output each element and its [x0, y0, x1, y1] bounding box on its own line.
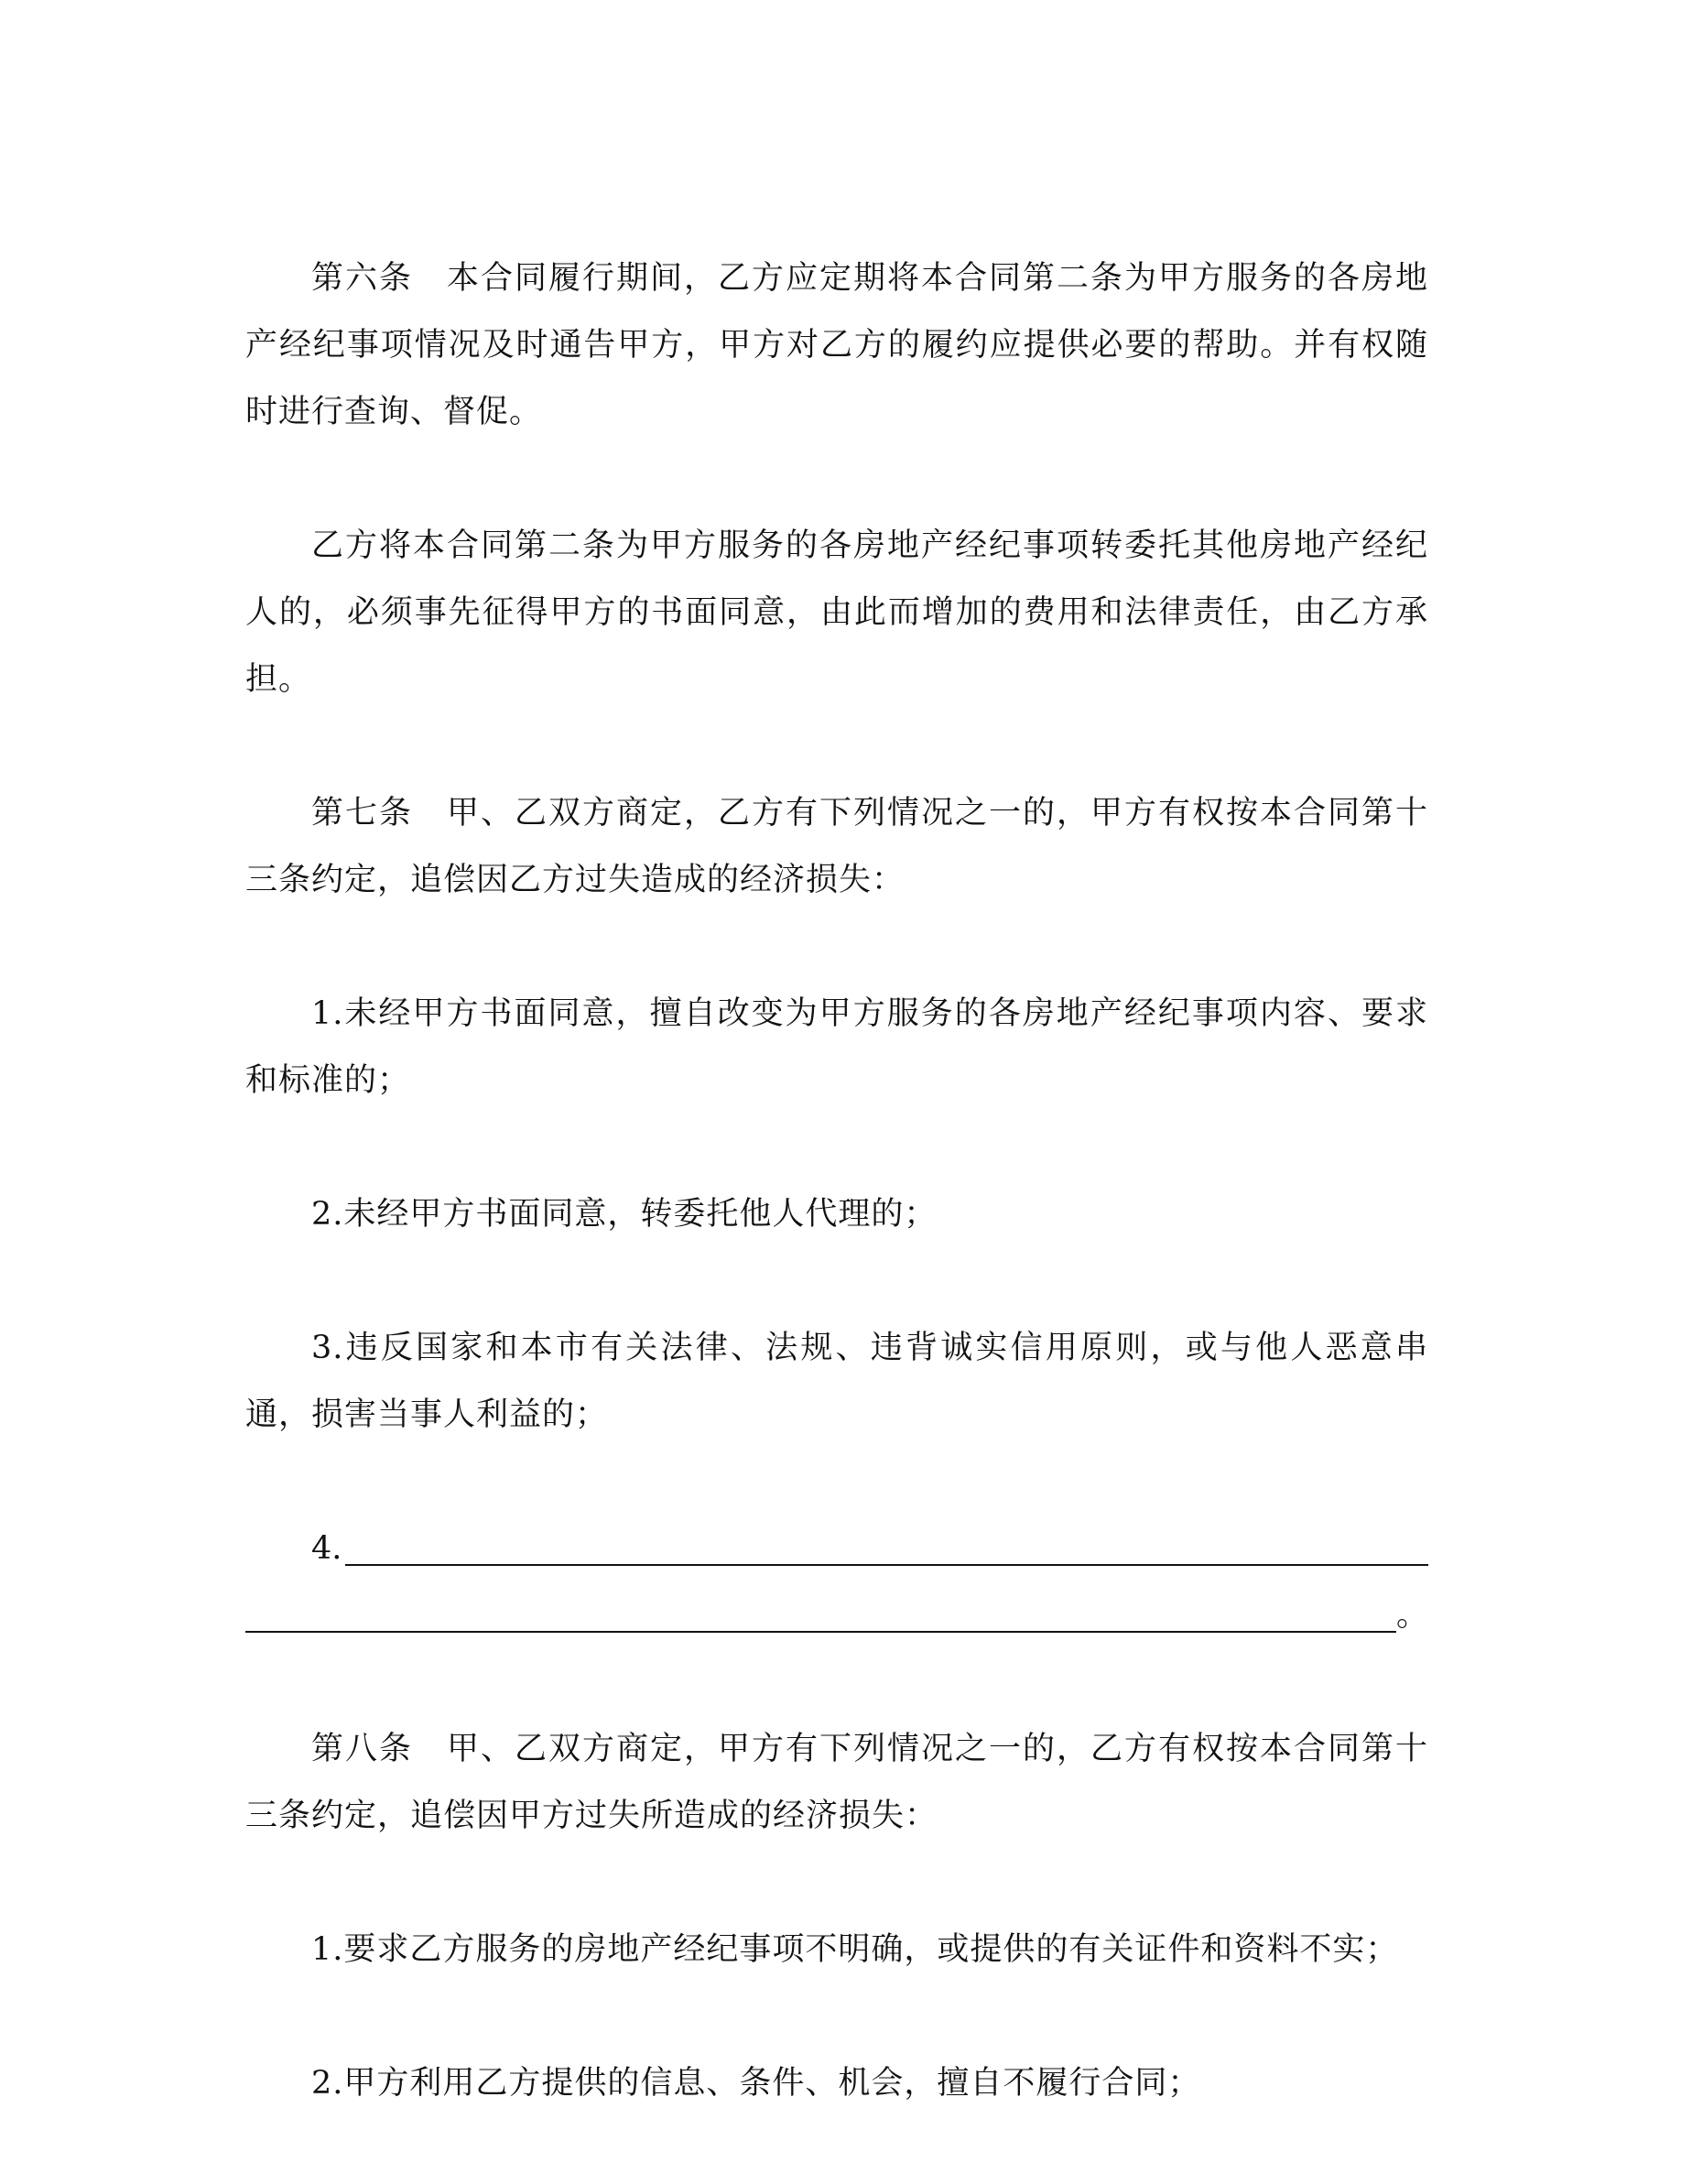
- subcontract-paragraph: 乙方将本合同第二条为甲方服务的各房地产经纪事项转委托其他房地产经纪人的，必须事先征得甲方的书面同意，由此而增加的费用和法律责任，由乙方承担。: [245, 527, 1428, 698]
- article-8-paragraph: 第八条 甲、乙双方商定，甲方有下列情况之一的，乙方有权按本合同第十三条约定，追偿因甲方过失所造成的经济损失：: [245, 1731, 1428, 1834]
- document-page: [245, 245, 1428, 2184]
- article-7-item-2: 2.未经甲方书面同意，转委托他人代理的；: [311, 1196, 938, 1233]
- blank-line-second: [245, 1582, 1428, 1649]
- item-4-end-mark: 。: [1395, 1597, 1428, 1634]
- article-8-item-1: 1.要求乙方服务的房地产经纪事项不明确，或提供的有关证件和资料不实；: [311, 1931, 1399, 1968]
- article-6-paragraph: 第六条 本合同履行期间，乙方应定期将本合同第二条为甲方服务的各房地产经纪事项情况及时通告甲方，甲方对乙方的履约应提供必要的帮助。并有权随时进行查询、督促。: [245, 260, 1428, 430]
- fill-in-underline-2[interactable]: [245, 1631, 1396, 1633]
- article-7-item-4-blank: [245, 1516, 1428, 1649]
- blank-line-first: [245, 1516, 1428, 1582]
- item-4-number: 4.: [311, 1530, 342, 1567]
- article-7-item-3: 3.违反国家和本市有关法律、法规、违背诚实信用原则，或与他人恶意串通，损害当事人利益的；: [245, 1330, 1428, 1433]
- fill-in-underline-1[interactable]: [345, 1564, 1428, 1566]
- article-7-item-1: 1.未经甲方书面同意，擅自改变为甲方服务的各房地产经纪事项内容、要求和标准的；: [245, 995, 1428, 1099]
- article-7-paragraph: 第七条 甲、乙双方商定，乙方有下列情况之一的，甲方有权按本合同第十三条约定，追偿因乙方过失造成的经济损失：: [245, 795, 1428, 898]
- article-8-item-2: 2.甲方利用乙方提供的信息、条件、机会，擅自不履行合同；: [311, 2065, 1201, 2102]
